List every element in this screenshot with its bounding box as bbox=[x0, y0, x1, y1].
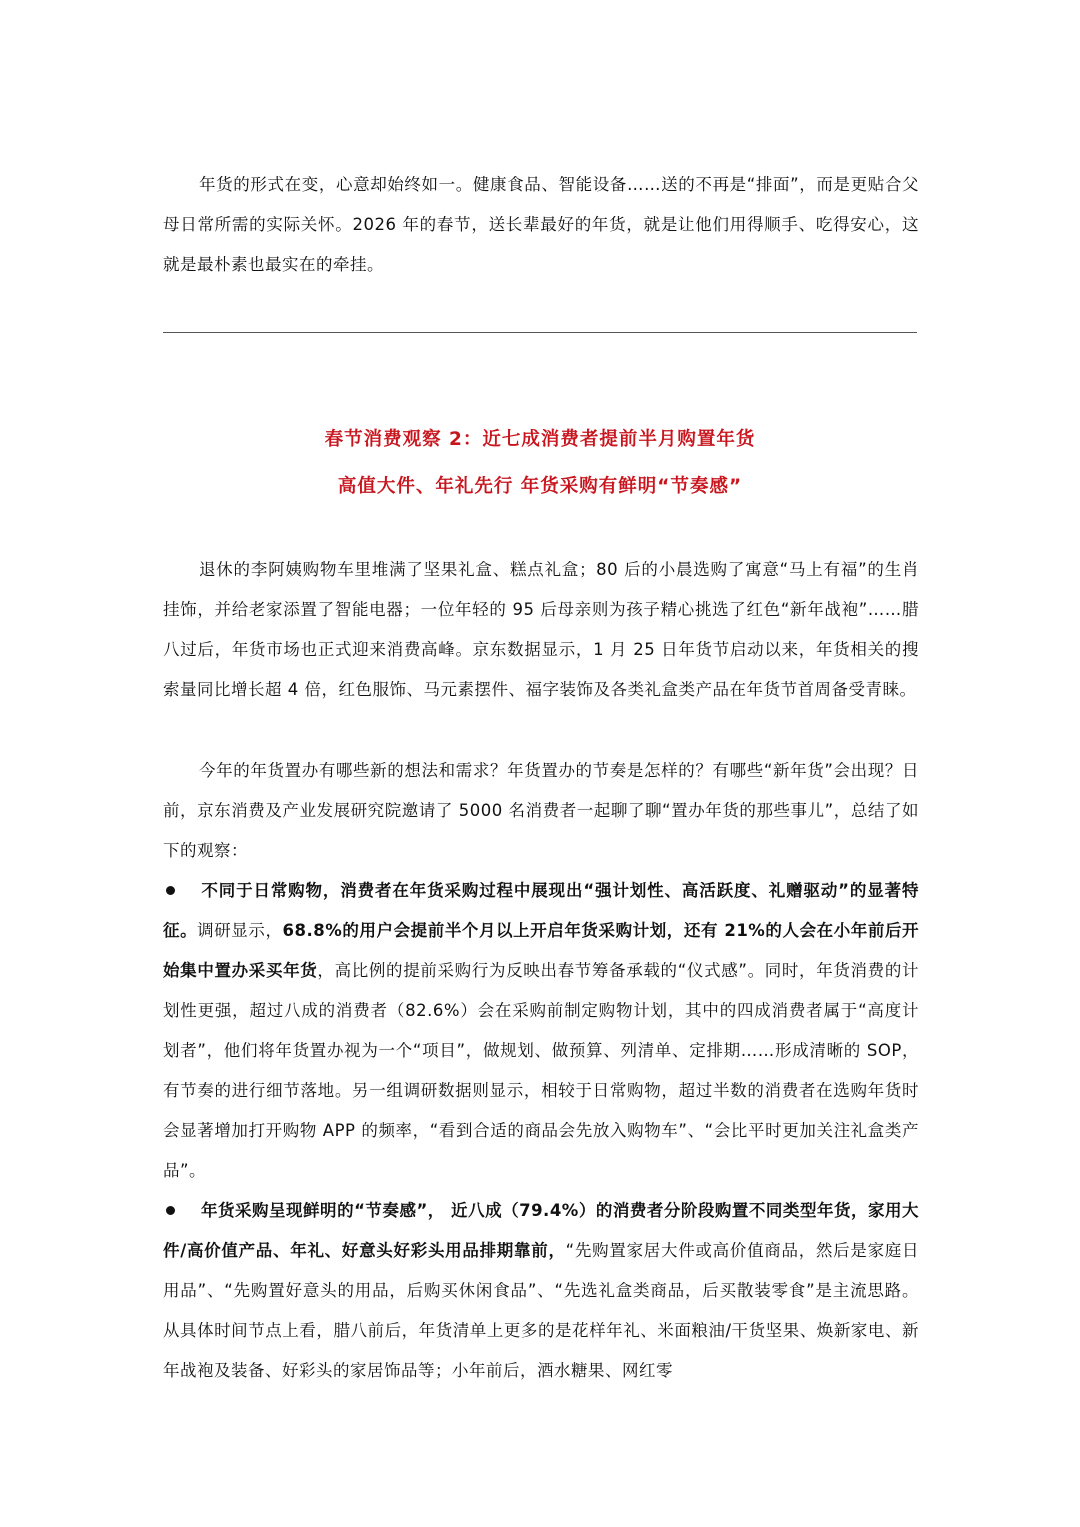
section-title-line1: 春节消费观察 2：近七成消费者提前半月购置年货 bbox=[324, 429, 756, 450]
bullet-item-1 bbox=[163, 871, 919, 1191]
bullet-2-text: “先购置家居大件或高价值商品，然后是家庭日用品”、“先购置好意头的用品，后购买休闲食品”、“先选礼盒类商品，后买散装零食”是主流思路。从具体时间节点上看，腊八前后，年货清单上更多的是花样年礼、米面粮油/干货坚果、焕新家电、新年战袍及装备、好彩头的家居饰品等；小年前后，酒水糖果、网红零 bbox=[163, 1241, 919, 1380]
bullet-2-bold-lead: 年货采购呈现鲜明的“节奏感”， 近八成（79.4%）的消费者分阶段购置不同类型年货，家用大件/高价值产品、年礼、好意头好彩头用品排期靠前， bbox=[163, 1201, 919, 1260]
bullet-1-bold-stat: 68.8%的用户会提前半个月以上开启年货采购计划，还有 21%的人会在小年前后开始集中置办采买年货 bbox=[163, 921, 920, 980]
section-title-line2: 高值大件、年礼先行 年货采购有鲜明“节奏感” bbox=[337, 476, 743, 497]
bullet-dot-icon bbox=[166, 886, 175, 895]
section-divider bbox=[163, 332, 917, 333]
bullet-item-2 bbox=[163, 1191, 919, 1391]
intro-paragraph: 年货的形式在变，心意却始终如一。健康食品、智能设备……送的不再是“排面”，而是更贴合父母日常所需的实际关怀。2026 年的春节，送长辈最好的年货，就是让他们用得顺手、吃得安心，这就是最朴素也最实在的牵挂。 bbox=[163, 175, 919, 274]
body-paragraph-1: 退休的李阿姨购物车里堆满了坚果礼盒、糕点礼盒；80 后的小晨选购了寓意“马上有福”的生肖挂饰，并给老家添置了智能电器；一位年轻的 95 后母亲则为孩子精心挑选了红色“新年战袍”……腊八过后，年货市场也正式迎来消费高峰。京东数据显示，1 月 25 日年货节启动以来，年货相关的搜索量同比增长超 4 倍，红色服饰、马元素摆件、福字装饰及各类礼盒类产品在年货节首周备受青睐。 bbox=[163, 560, 919, 699]
bullet-1-text: 调研显示， bbox=[197, 921, 283, 940]
body-paragraph-2: 今年的年货置办有哪些新的想法和需求？年货置办的节奏是怎样的？有哪些“新年货”会出现？日前，京东消费及产业发展研究院邀请了 5000 名消费者一起聊了聊“置办年货的那些事儿”，总结了如下的观察： bbox=[163, 761, 919, 860]
bullet-dot-icon bbox=[166, 1206, 175, 1215]
bullet-1-text-rest: ，高比例的提前采购行为反映出春节筹备承载的“仪式感”。同时，年货消费的计划性更强，超过八成的消费者（82.6%）会在采购前制定购物计划，其中的四成消费者属于“高度计划者”，他们将年货置办视为一个“项目”，做规划、做预算、列清单、定排期……形成清晰的 SOP，有节奏的进行细节落地。另一组调研数据则显示，相较于日常购物，超过半数的消费者在选购年货时会显著增加打开购物 APP 的频率，“看到合适的商品会先放入购物车”、“会比平时更加关注礼盒类产品”。 bbox=[163, 961, 919, 1180]
bullet-1-bold-lead: 不同于日常购物，消费者在年货采购过程中展现出“强计划性、高活跃度、礼赠驱动”的显著特征。 bbox=[163, 881, 919, 940]
